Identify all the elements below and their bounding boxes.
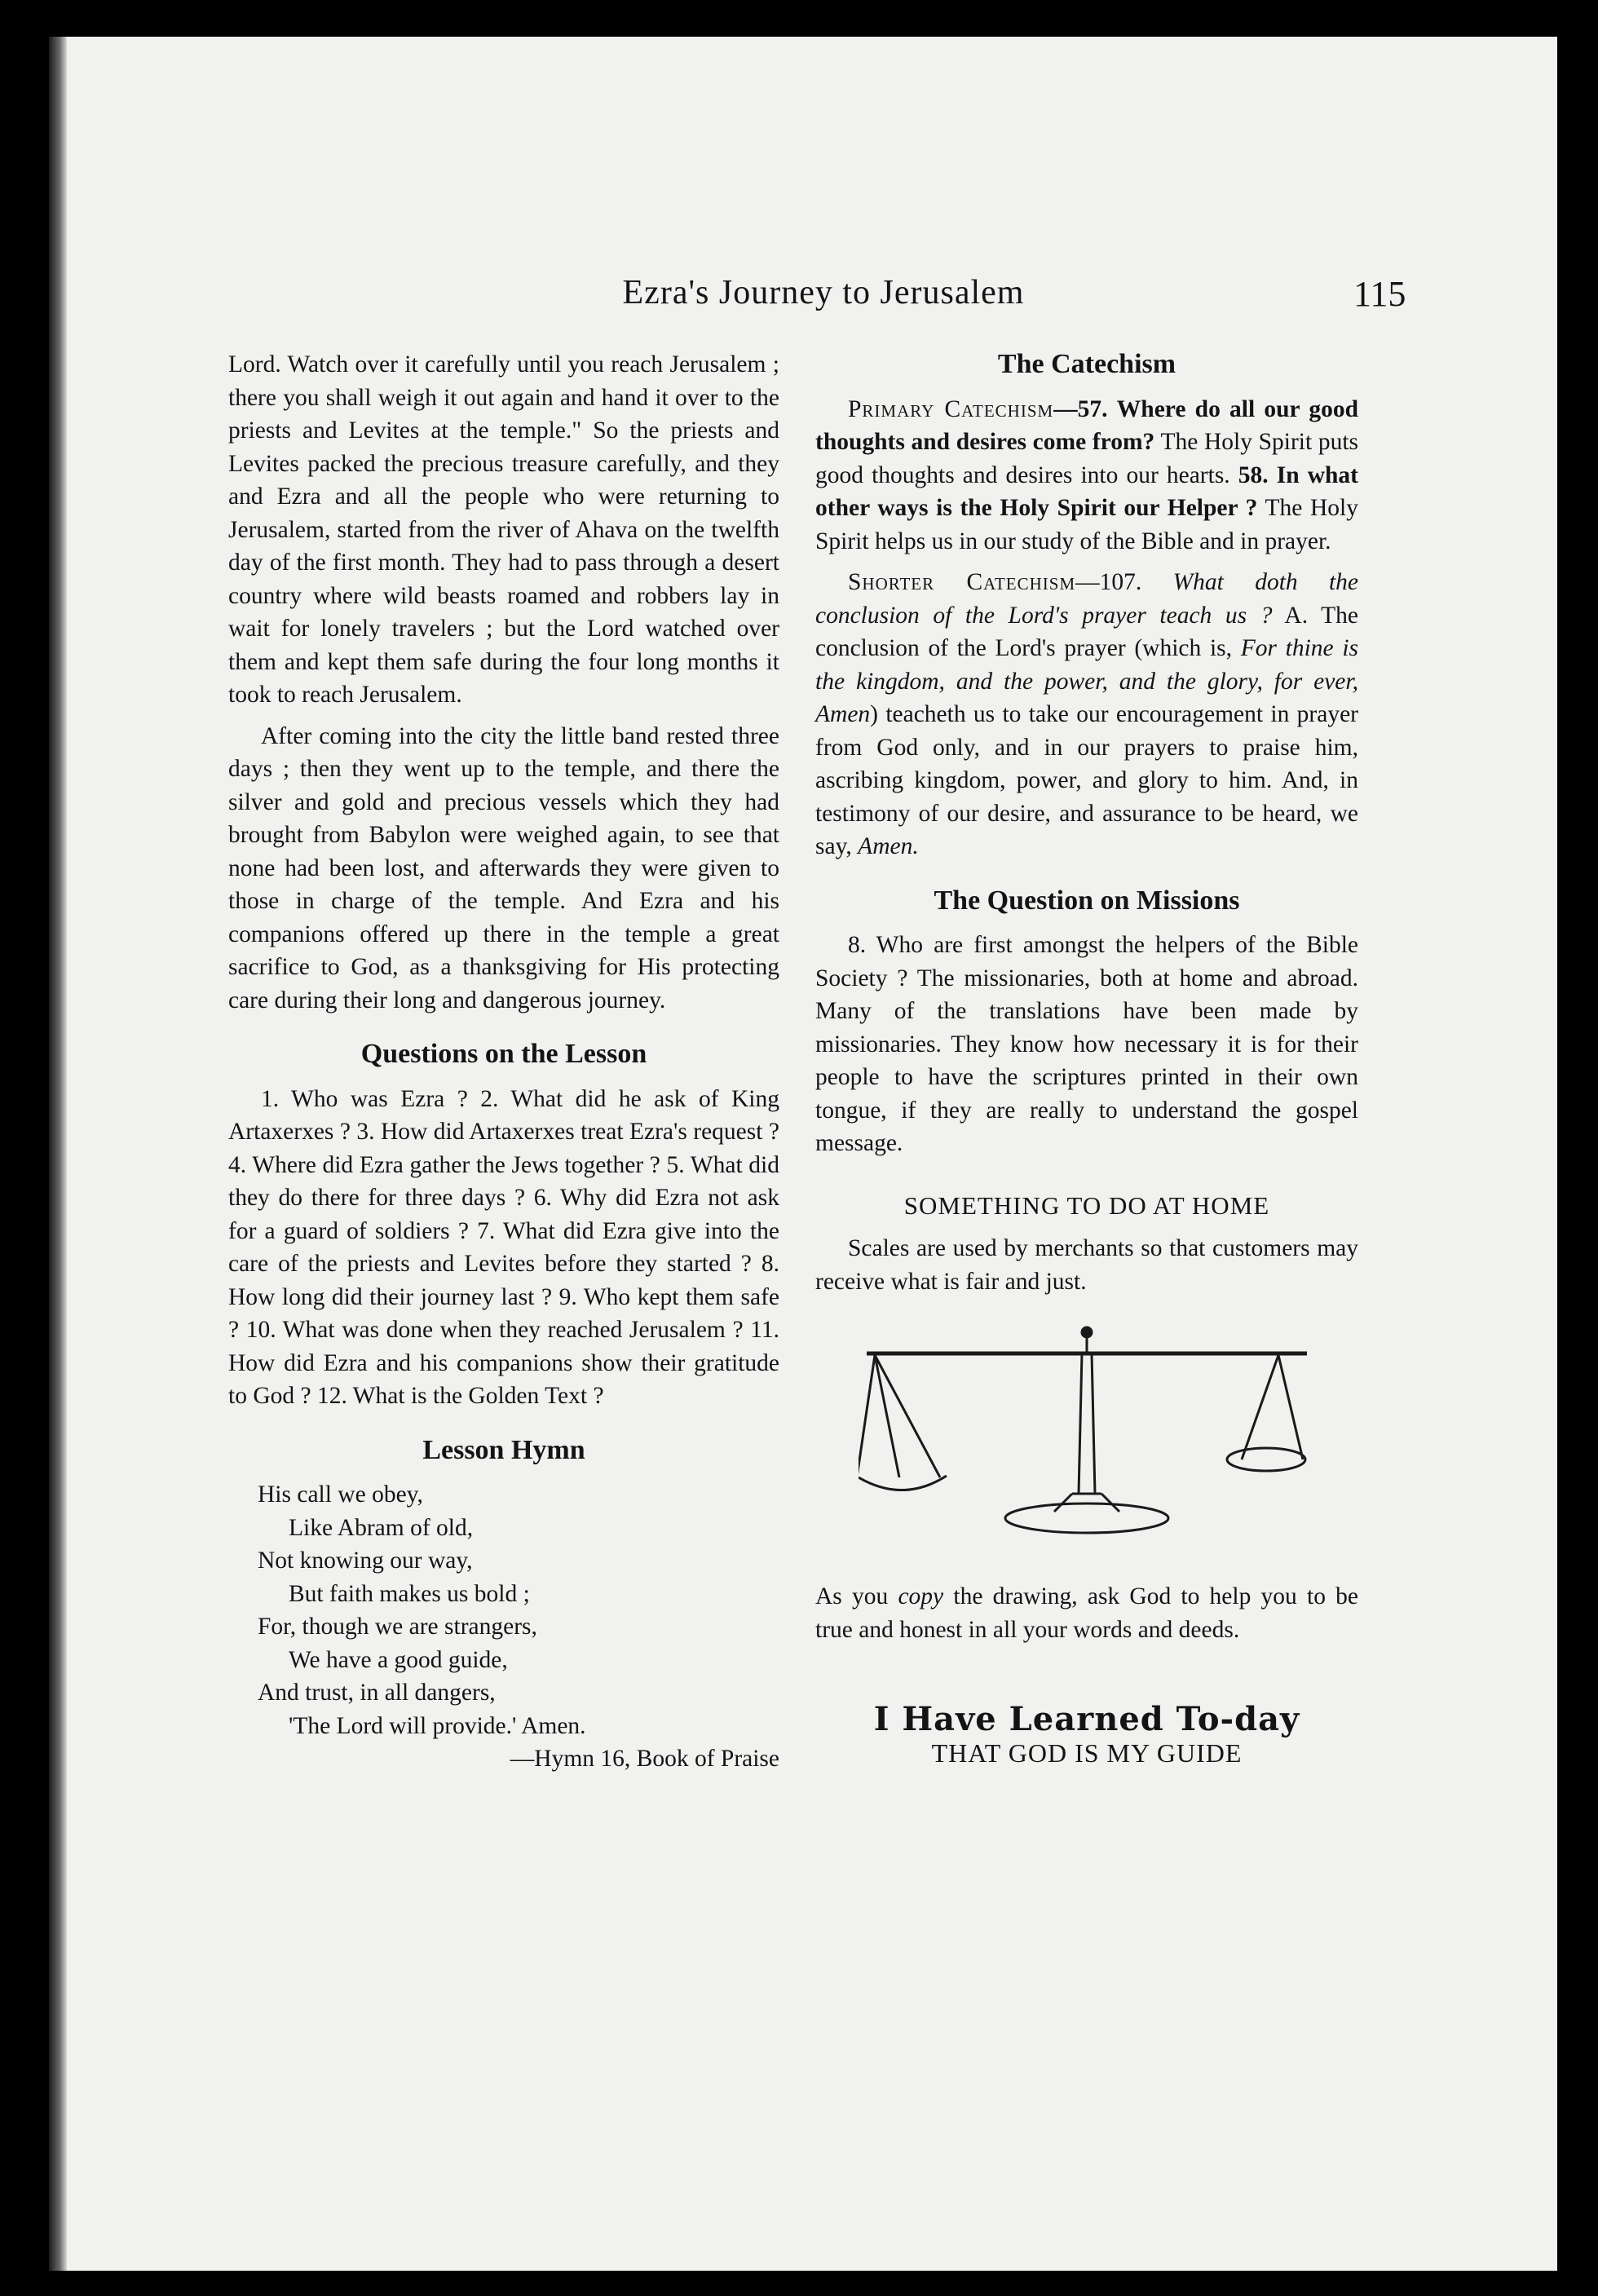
page-content xyxy=(228,37,1516,2271)
scales-drawing xyxy=(859,1314,1315,1559)
shorter-answer-quote: For thine is the kingdom, and the power, and the glory, for ever, Amen xyxy=(815,635,1358,727)
hymn-attribution: —Hymn 16, Book of Praise xyxy=(510,1746,779,1772)
balance-scales-icon xyxy=(859,1314,1315,1559)
questions-text: 1. Who was Ezra ? 2. What did he ask of King Artaxerxes ? 3. How did Artaxerxes treat Ezra's request ? 4. Where did Ezra gather the Jews together ? 5. What did they do there for three days ? 6. Why did Ezra not ask for a guard of soldiers ? 7. What did Ezra give into the care of the priests and Levites before they started ? 8. How long did their journey last ? 9. Who kept them safe ? 10. What was done when they reached Jerusalem ? 11. How did Ezra and his companions show their gratitude to God ? 12. What is the Golden Text ? xyxy=(228,1085,779,1409)
page-number: 115 xyxy=(1353,274,1406,314)
primary-catechism xyxy=(815,393,1358,559)
right-column xyxy=(815,348,1358,1769)
running-title: Ezra's Journey to Jerusalem xyxy=(622,274,1025,311)
learned-today-title: I Have Learned To-day xyxy=(873,1700,1300,1738)
hymn-line: We have a good guide, xyxy=(289,1646,508,1673)
home-text: Scales are used by merchants so that customers may receive what is fair and just. xyxy=(815,1235,1358,1295)
hymn-line: Not knowing our way, xyxy=(258,1548,473,1574)
missions-heading: The Question on Missions xyxy=(934,885,1240,916)
shorter-catechism xyxy=(815,566,1358,863)
primary-answer-57: The Holy Spirit puts good thoughts and desires into our hearts. xyxy=(815,429,1359,488)
primary-answer-58: The Holy Spirit helps us in our study of the Bible and in prayer. xyxy=(815,495,1358,554)
hymn-line: His call we obey, xyxy=(258,1481,423,1508)
home-heading: SOMETHING TO DO AT HOME xyxy=(903,1190,1270,1220)
story-paragraph-1: Lord. Watch over it carefully until you reach Jerusalem ; there you shall weigh it out again and hand it over to the priests and Levites at the temple." So the priests and Levites packed the precious treasure carefully, and they and Ezra and all the people who were returning to Jerusalem, started from the river of Ahava on the twelfth day of the first month. They had to pass through a desert country where wild beasts roamed and robbers lay in wait for lonely travelers ; but the Lord watched over them and kept them safe during the four long months it took to reach Jerusalem. xyxy=(228,351,779,708)
primary-catechism-label: Primary Catechism xyxy=(848,395,1054,422)
hymn-line: Like Abram of old, xyxy=(289,1514,474,1541)
copy-text-start: As you xyxy=(815,1583,889,1609)
shorter-answer-mid: ) teacheth us to take our encouragement in prayer from God only, and in our prayers to praise him, ascribing kingdom, power, and glory to him. And, in testimony of our desire, and assurance to be heard, we say, xyxy=(815,701,1358,859)
missions-text: 8. Who are first amongst the helpers of the Bible Society ? The missionaries, both at home and abroad. Many of the translations have been made by missionaries. They know how necessary it is for their people to have the scriptures printed in their own tongue, if they are really to understand the gospel message. xyxy=(815,932,1358,1156)
learned-today-block xyxy=(815,1700,1358,1769)
page-sheet xyxy=(49,37,1557,2271)
copy-text-emphasis: copy xyxy=(898,1583,944,1609)
hymn-verse xyxy=(228,1478,779,1776)
hymn-line: 'The Lord will provide.' Amen. xyxy=(289,1712,586,1739)
copy-instructions xyxy=(815,1580,1358,1646)
shorter-answer-amen: Amen. xyxy=(858,833,919,859)
shorter-catechism-label: Shorter Catechism xyxy=(848,569,1076,595)
shorter-catechism-number: —107. xyxy=(1075,569,1142,595)
hymn-line: For, though we are strangers, xyxy=(258,1614,537,1640)
catechism-heading: The Catechism xyxy=(997,349,1176,379)
primary-question-57: Where do all our good thoughts and desires come from? xyxy=(815,395,1359,455)
hymn-line: But faith makes us bold ; xyxy=(289,1580,530,1607)
story-paragraph-2: After coming into the city the little band rested three days ; then they went up to the temple, and there the silver and gold and precious vessels which they had brought from Babylon were weighed again, to see that none had been lost, and afterwards they were given to those in charge of the temple. And Ezra and his companions offered up there in the temple a great sacrifice to God, as a thanksgiving for His protecting care during their long and dangerous journey. xyxy=(228,722,779,1013)
questions-heading: Questions on the Lesson xyxy=(360,1039,647,1069)
copy-text-end: the drawing, ask God to help you to be true and honest in all your words and deeds. xyxy=(815,1583,1359,1643)
shorter-question: What doth the conclusion of the Lord's prayer teach us ? xyxy=(815,569,1358,629)
primary-question-58: 58. In what other ways is the Holy Spirit our Helper ? xyxy=(815,461,1359,521)
shorter-answer-start: A. The conclusion of the Lord's prayer (which is, xyxy=(815,602,1358,661)
primary-catechism-number: —57. xyxy=(1053,395,1108,422)
left-column xyxy=(228,348,779,1776)
hymn-heading: Lesson Hymn xyxy=(422,1434,585,1465)
learned-today-lesson: THAT GOD IS MY GUIDE xyxy=(931,1737,1243,1768)
book-spine-shadow xyxy=(49,37,67,2271)
hymn-line: And trust, in all dangers, xyxy=(258,1680,496,1706)
